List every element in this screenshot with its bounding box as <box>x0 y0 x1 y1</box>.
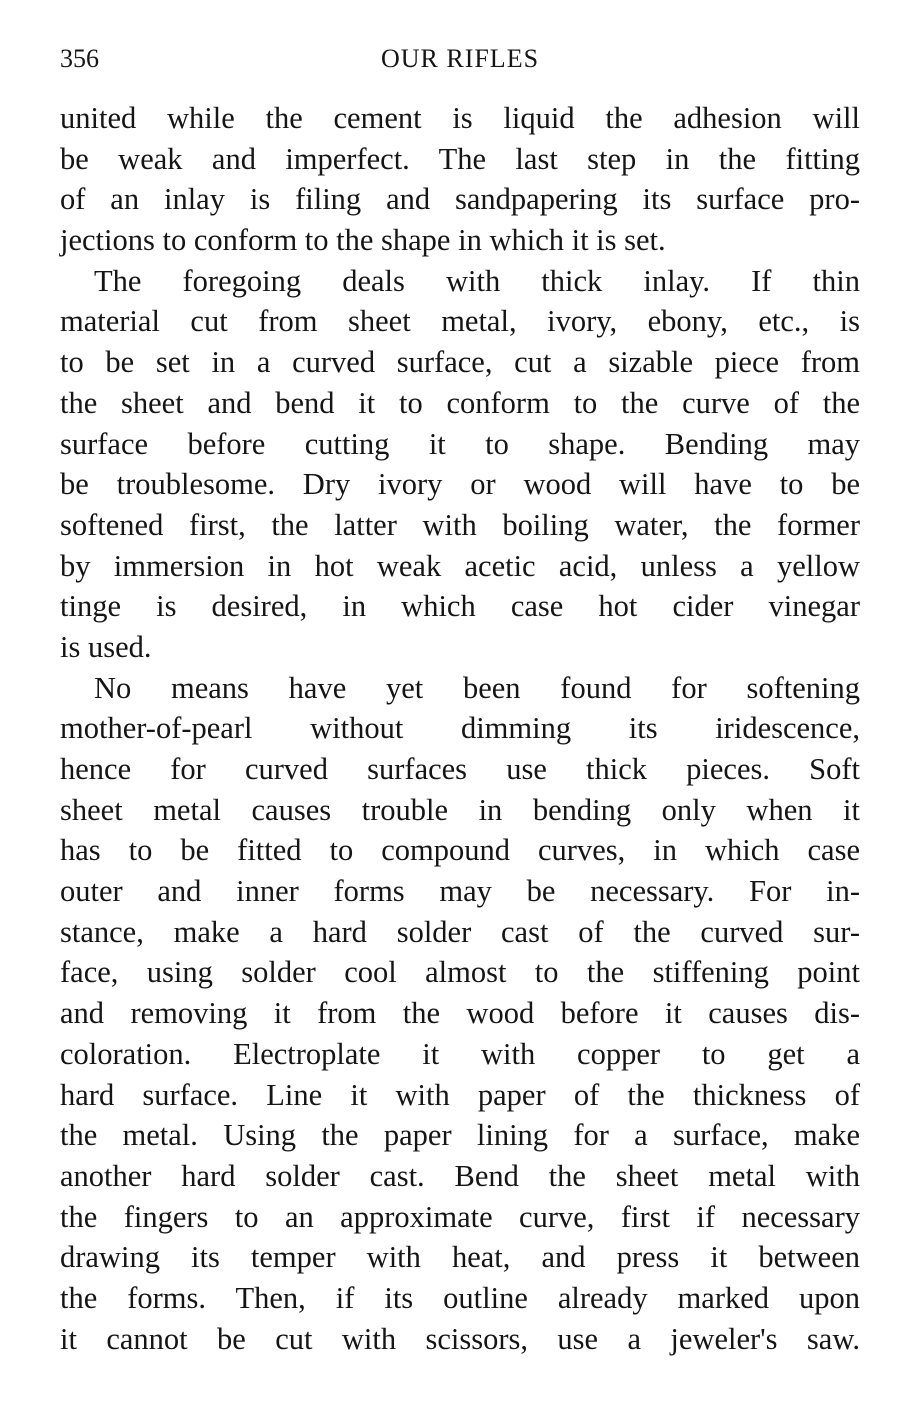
text-line: is used. <box>60 629 152 664</box>
text-line: another hard solder cast. Bend the sheet metal with <box>60 1158 860 1193</box>
text-line: coloration. Electroplate it with copper to get a <box>60 1036 860 1071</box>
running-head: OUR RIFLES <box>380 44 540 73</box>
text-line: united while the cement is liquid the adhesion will <box>60 101 860 135</box>
text-line: be troublesome. Dry ivory or wood will have to be <box>60 467 860 502</box>
text-line: the fingers to an approximate curve, first if necessary <box>60 1199 860 1234</box>
text-line: by immersion in hot weak acetic acid, unless a yellow <box>60 548 860 583</box>
text-line: tinge is desired, in which case hot cider vinegar <box>60 589 860 624</box>
text-line: hence for curved surfaces use thick pieces. Soft <box>60 752 860 786</box>
text-line: the metal. Using the paper lining for a surface, make <box>60 1118 860 1153</box>
text-line: softened first, the latter with boiling water, the former <box>60 507 860 542</box>
text-line: stance, make a hard solder cast of the curved sur- <box>60 914 860 949</box>
text-line: outer and inner forms may be necessary. For in- <box>60 874 860 909</box>
text-line: the sheet and bend it to conform to the curve of the <box>60 385 860 420</box>
text-line: it cannot be cut with scissors, use a jeweler's saw. <box>60 1321 860 1356</box>
text-line: has to be fitted to compound curves, in which case <box>60 833 860 868</box>
body-text <box>60 98 860 1359</box>
text-line: to be set in a curved surface, cut a sizable piece from <box>60 345 860 380</box>
text-line: the forms. Then, if its outline already marked upon <box>60 1280 860 1315</box>
page-number: 356 <box>60 44 99 73</box>
text-line: be weak and imperfect. The last step in the fitting <box>60 141 860 176</box>
text-line: material cut from sheet metal, ivory, ebony, etc., is <box>60 304 860 339</box>
paragraph-first-line: The foregoing deals with thick inlay. If thin <box>94 263 860 298</box>
text-line: of an inlay is filing and sandpapering its surface pro- <box>60 182 860 217</box>
page-header <box>60 40 860 84</box>
paragraph-first-line: No means have yet been found for softening <box>94 670 860 705</box>
text-line: drawing its temper with heat, and press it between <box>60 1240 860 1275</box>
text-line: mother-of-pearl without dimming its iridescence, <box>60 711 860 746</box>
text-line: sheet metal causes trouble in bending only when it <box>60 792 860 827</box>
text-line: hard surface. Line it with paper of the thickness of <box>60 1077 860 1112</box>
text-line: jections to conform to the shape in which it is set. <box>60 223 666 258</box>
text-line: and removing it from the wood before it causes dis- <box>60 996 860 1031</box>
text-line: face, using solder cool almost to the stiffening point <box>60 955 860 990</box>
text-line: surface before cutting it to shape. Bending may <box>60 426 860 461</box>
book-page <box>60 40 860 1359</box>
